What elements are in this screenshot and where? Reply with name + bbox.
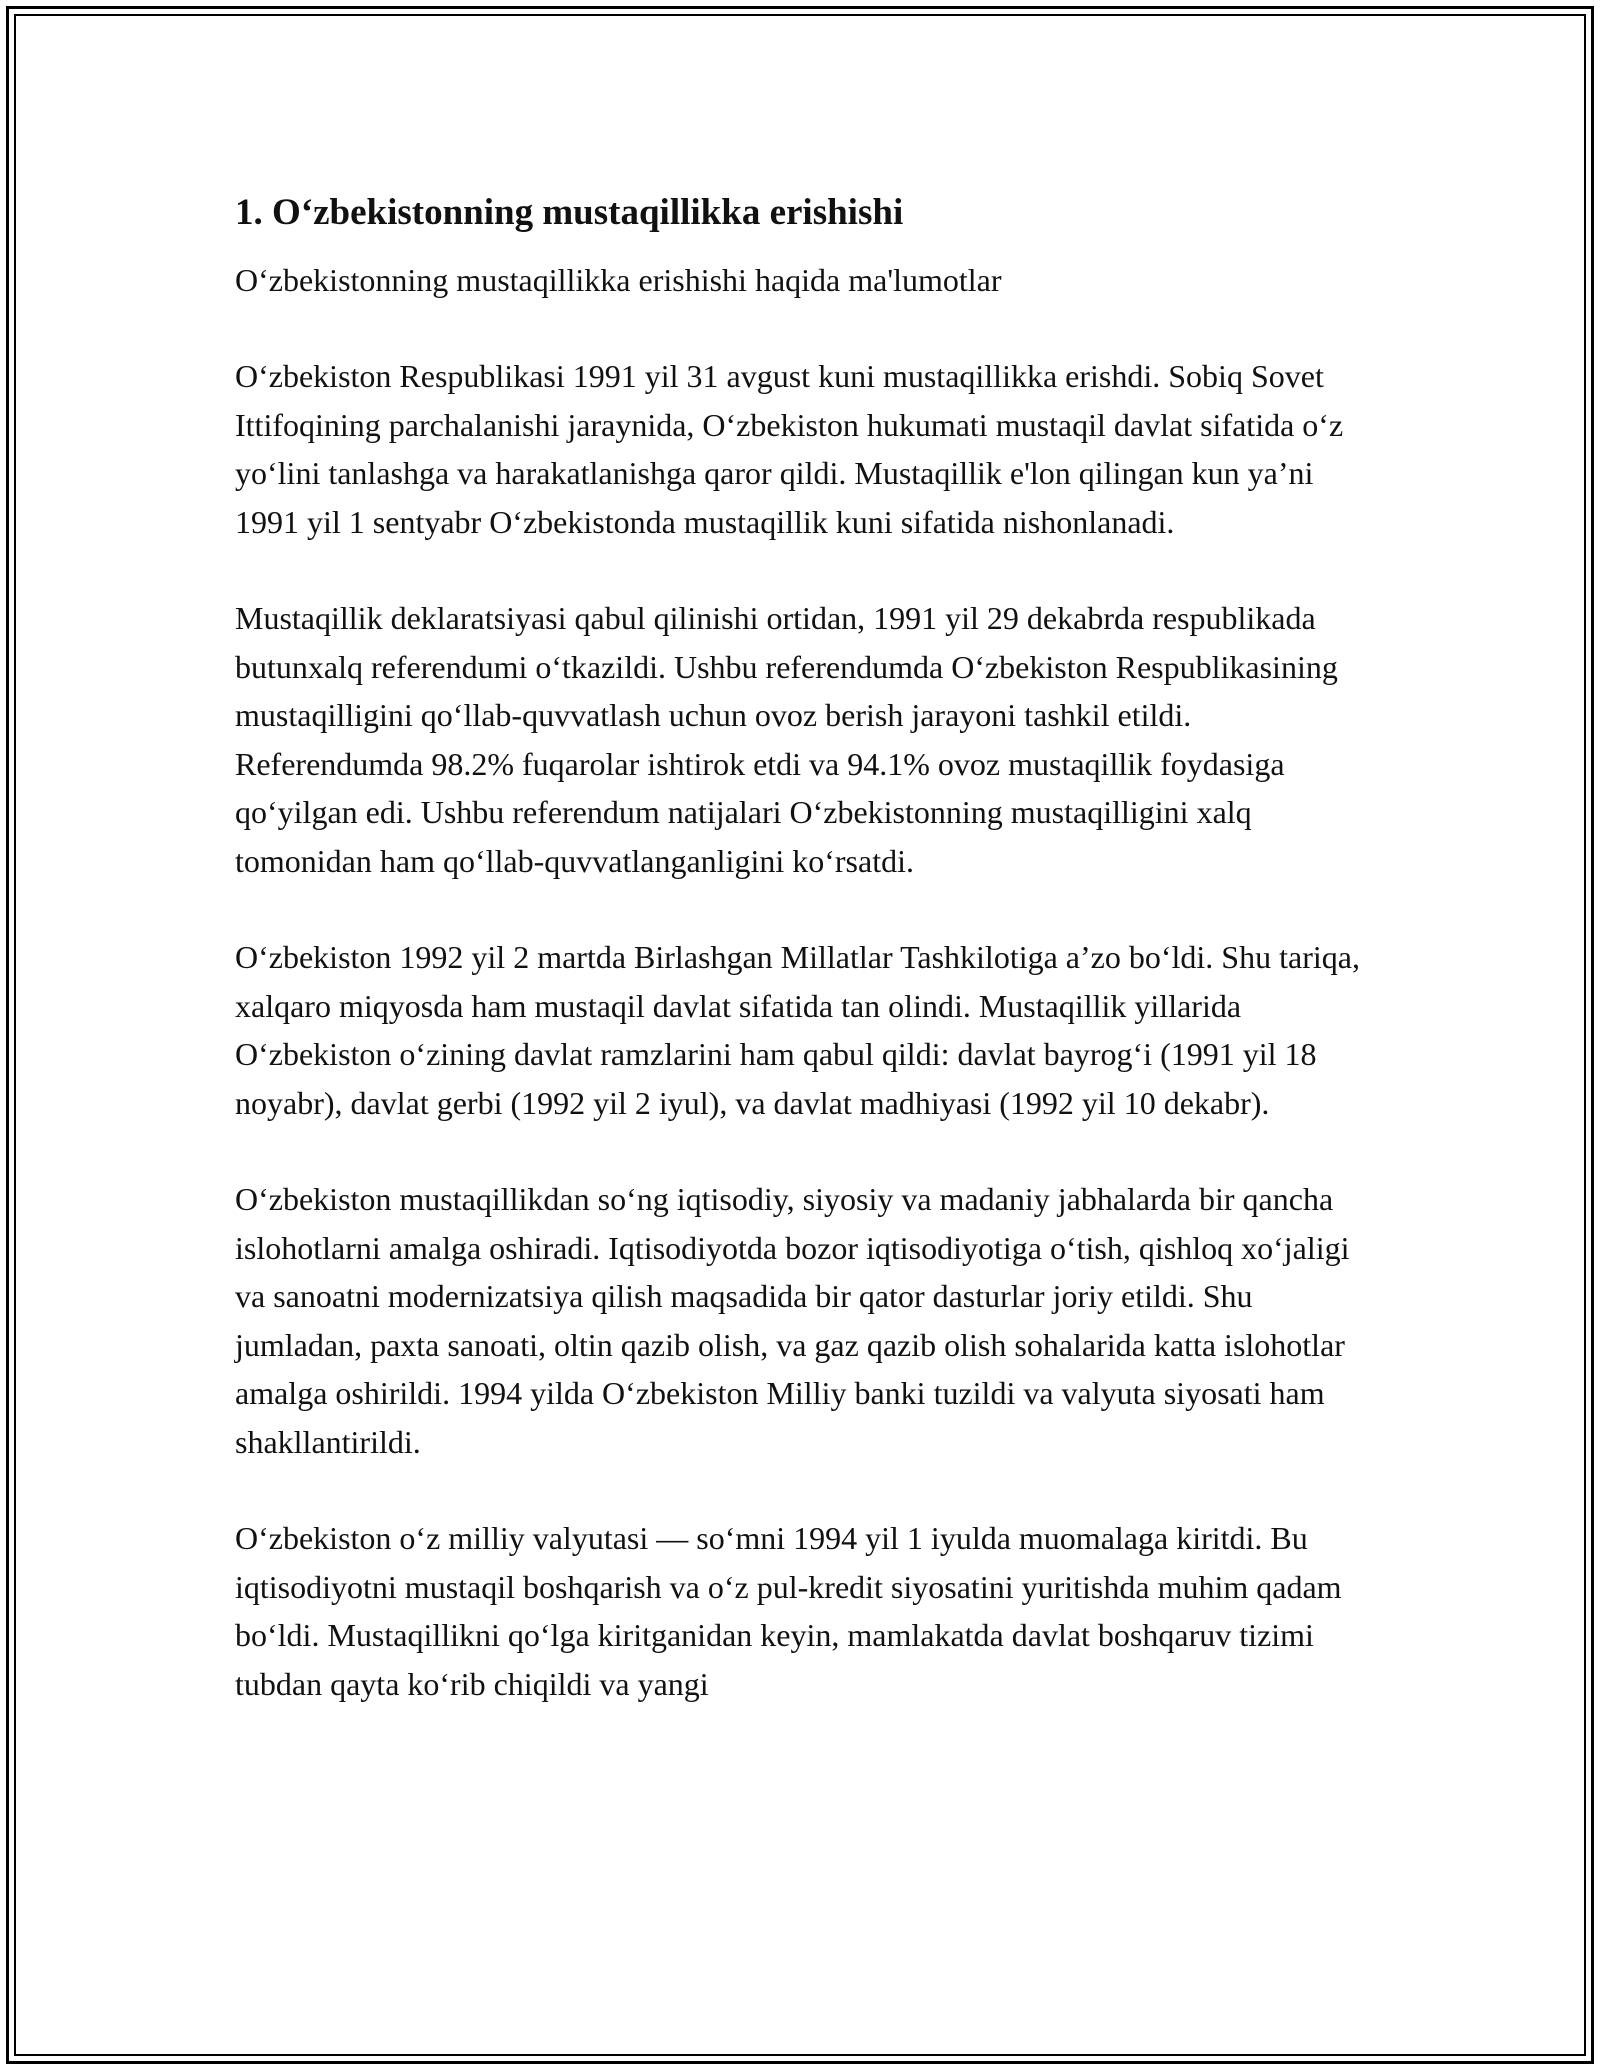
document-body <box>235 186 1385 1756</box>
paragraph-5: Oʻzbekiston oʻz milliy valyutasi — soʻmni 1994 yil 1 iyulda muomalaga kiritdi. Bu iqtisodiyotni mustaqil boshqarish va oʻz pul-kredit siyosatini yuritishda muhim qadam boʻldi. Mustaqillikni qoʻlga kiritganidan keyin, mamlakatda davlat boshqaruv tizimi tubdan qayta koʻrib chiqildi va yangi <box>235 1520 1342 1702</box>
paragraph-3: Oʻzbekiston 1992 yil 2 martda Birlashgan Millatlar Tashkilotiga a’zo boʻldi. Shu tariqa, xalqaro miqyosda ham mustaqil davlat sifatida tan olindi. Mustaqillik yillarida Oʻzbekiston oʻzining davlat ramzlarini ham qabul qildi: davlat bayrogʻi (1991 yil 18 noyabr), davlat gerbi (1992 yil 2 iyul), va davlat madhiyasi (1992 yil 10 dekabr). <box>235 939 1360 1121</box>
paragraph-2: Mustaqillik deklaratsiyasi qabul qilinishi ortidan, 1991 yil 29 dekabrda respublikada butunxalq referendumi oʻtkazildi. Ushbu referendumda Oʻzbekiston Respublikasining mustaqilligini qoʻllab-quvvatlash uchun ovoz berish jarayoni tashkil etildi. Referendumda 98.2% fuqarolar ishtirok etdi va 94.1% ovoz mustaqillik foydasiga qoʻyilgan edi. Ushbu referendum natijalari Oʻzbekistonning mustaqilligini xalq tomonidan ham qoʻllab-quvvatlanganligini koʻrsatdi. <box>235 600 1338 879</box>
document-subtitle: Oʻzbekistonning mustaqillikka erishishi haqida ma'lumotlar <box>235 262 1002 298</box>
page-title: 1. Oʻzbekistonning mustaqillikka erishishi <box>235 192 904 233</box>
paragraph-1: Oʻzbekiston Respublikasi 1991 yil 31 avgust kuni mustaqillikka erishdi. Sobiq Sovet Ittifoqining parchalanishi jaraynida, Oʻzbekiston hukumati mustaqil davlat sifatida oʻz yoʻlini tanlashga va harakatlanishga qaror qildi. Mustaqillik e'lon qilingan kun ya’ni 1991 yil 1 sentyabr Oʻzbekistonda mustaqillik kuni sifatida nishonlanadi. <box>235 358 1344 540</box>
paragraph-4: Oʻzbekiston mustaqillikdan soʻng iqtisodiy, siyosiy va madaniy jabhalarda bir qancha islohotlarni amalga oshiradi. Iqtisodiyotda bozor iqtisodiyotiga oʻtish, qishloq xoʻjaligi va sanoatni modernizatsiya qilish maqsadida bir qator dasturlar joriy etildi. Shu jumladan, paxta sanoati, oltin qazib olish, va gaz qazib olish sohalarida katta islohotlar amalga oshirildi. 1994 yilda Oʻzbekiston Milliy banki tuzildi va valyuta siyosati ham shakllantirildi. <box>235 1181 1350 1460</box>
